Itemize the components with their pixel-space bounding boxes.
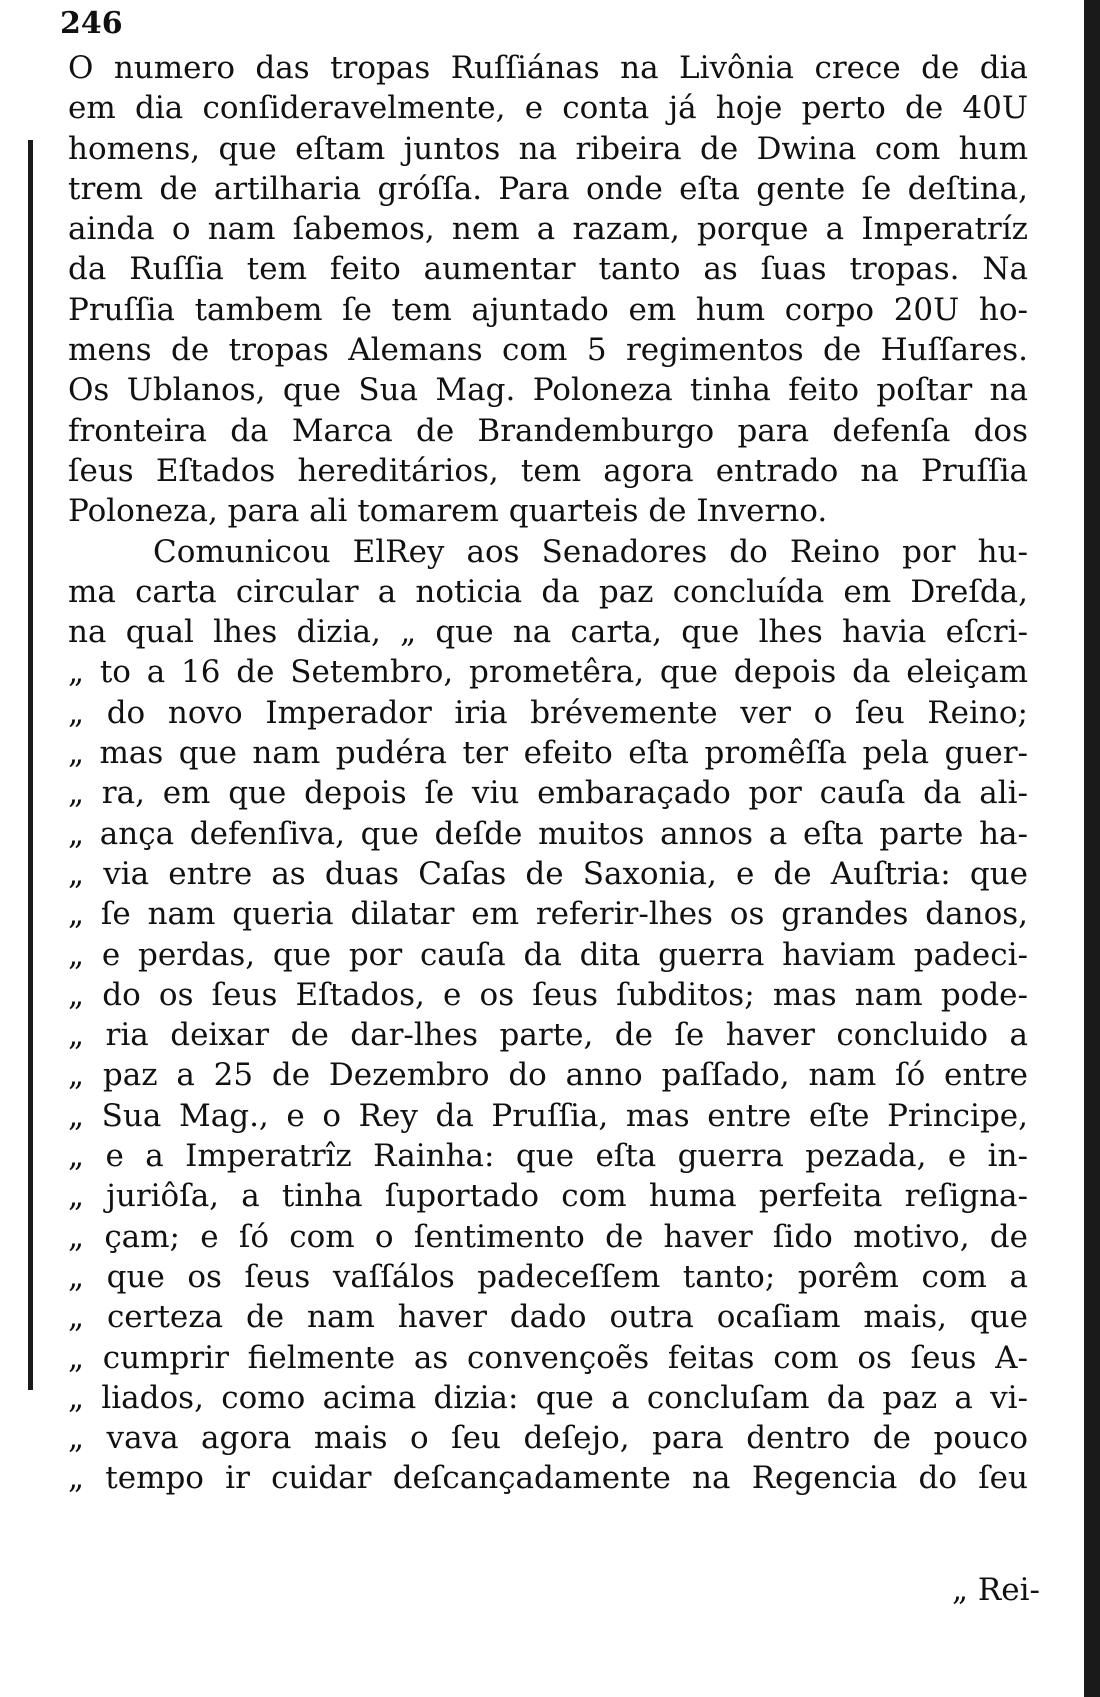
quote-line: „ çam; e ſó com o ſentimento de haver ſido motivo, de <box>68 1218 1028 1255</box>
text-line: Os Ublanos, que Sua Mag. Poloneza tinha feito poſtar na <box>68 372 1028 409</box>
text-block <box>68 48 1028 1499</box>
quote-line: „ do novo Imperador iria brévemente ver o ſeu Reino; <box>68 694 1028 731</box>
text-line: Comunicou ElRey aos Senadores do Reino por hu- <box>153 533 1028 570</box>
quote-line: „ paz a 25 de Dezembro do anno paſſado, nam ſó entre <box>68 1057 1028 1094</box>
text-line: homens, que eſtam juntos na ribeira de Dwina com hum <box>68 130 1028 167</box>
quote-line: „ liados, como acima dizia: que a concluſam da paz a vi- <box>68 1379 1028 1416</box>
quote-line: „ Sua Mag., e o Rey da Pruſſia, mas entre eſte Principe, <box>68 1097 1028 1134</box>
quote-line: „ do os ſeus Eſtados, e os ſeus ſubditos; mas nam pode- <box>68 976 1028 1013</box>
quote-line: „ via entre as duas Caſas de Saxonia, e de Auſtria: que <box>68 855 1028 892</box>
quote-line: „ tempo ir cuidar deſcançadamente na Regencia do ſeu <box>68 1460 1028 1497</box>
text-line: na qual lhes dizia, „ que na carta, que lhes havia eſcri- <box>68 614 1028 651</box>
text-line: em dia conſideravelmente, e conta já hoje perto de 40U <box>68 90 1028 127</box>
text-line: ainda o nam ſabemos, nem a razam, porque a Imperatríz <box>68 211 1028 248</box>
quote-line: „ vava agora mais o ſeu deſejo, para dentro de pouco <box>68 1420 1028 1457</box>
quote-line: „ juriôſa, a tinha ſuportado com huma perfeita reſigna- <box>68 1178 1028 1215</box>
quote-line: „ mas que nam pudéra ter efeito eſta promêſſa pela guer- <box>68 735 1028 772</box>
quote-line: „ e a Imperatrîz Rainha: que eſta guerra pezada, e in- <box>68 1138 1028 1175</box>
quote-line: „ ança defenſiva, que deſde muitos annos a eſta parte ha- <box>68 815 1028 852</box>
quote-line: „ ra, em que depois ſe viu embaraçado por cauſa da ali- <box>68 775 1028 812</box>
text-line: ſeus Eſtados hereditários, tem agora entrado na Pruſſia <box>68 452 1028 489</box>
text-line: Poloneza, para ali tomarem quarteis de Inverno. <box>68 493 828 530</box>
quote-line: „ to a 16 de Setembro, prometêra, que depois da eleiçam <box>68 654 1028 691</box>
text-line: trem de artilharia gróſſa. Para onde eſta gente ſe deſtina, <box>68 170 1028 207</box>
text-line: fronteira da Marca de Brandemburgo para defenſa dos <box>68 412 1028 449</box>
quote-line: „ ria deixar de dar-lhes parte, de ſe haver concluido a <box>68 1017 1028 1054</box>
right-edge-shadow <box>1084 0 1100 1697</box>
quote-line: „ cumprir fielmente as convençoẽs feitas com os ſeus A- <box>68 1339 1028 1376</box>
text-line: O numero das tropas Ruſſiánas na Livônia crece de dia <box>68 50 1028 86</box>
text-line: ma carta circular a noticia da paz concluída em Dreſda, <box>68 573 1028 610</box>
text-line: mens de tropas Alemans com 5 regimentos de Huſſares. <box>68 332 1028 369</box>
page-number: 246 <box>60 6 123 41</box>
quote-line: „ e perdas, que por cauſa da dita guerra haviam padeci- <box>68 936 1028 973</box>
quote-line: „ certeza de nam haver dado outra ocaſiam mais, que <box>68 1299 1028 1336</box>
text-line: Pruſſia tambem ſe tem ajuntado em hum corpo 20U ho- <box>68 291 1028 328</box>
text-line: da Ruſſia tem feito aumentar tanto as ſuas tropas. Na <box>68 251 1028 288</box>
left-margin-rule <box>28 140 33 1390</box>
quote-line: „ ſe nam queria dilatar em referir-lhes os grandes danos, <box>68 896 1028 933</box>
quote-line: „ que os ſeus vaſſálos padeceſſem tanto; porêm com a <box>68 1258 1028 1295</box>
catchword: „ Rei- <box>952 1572 1040 1608</box>
